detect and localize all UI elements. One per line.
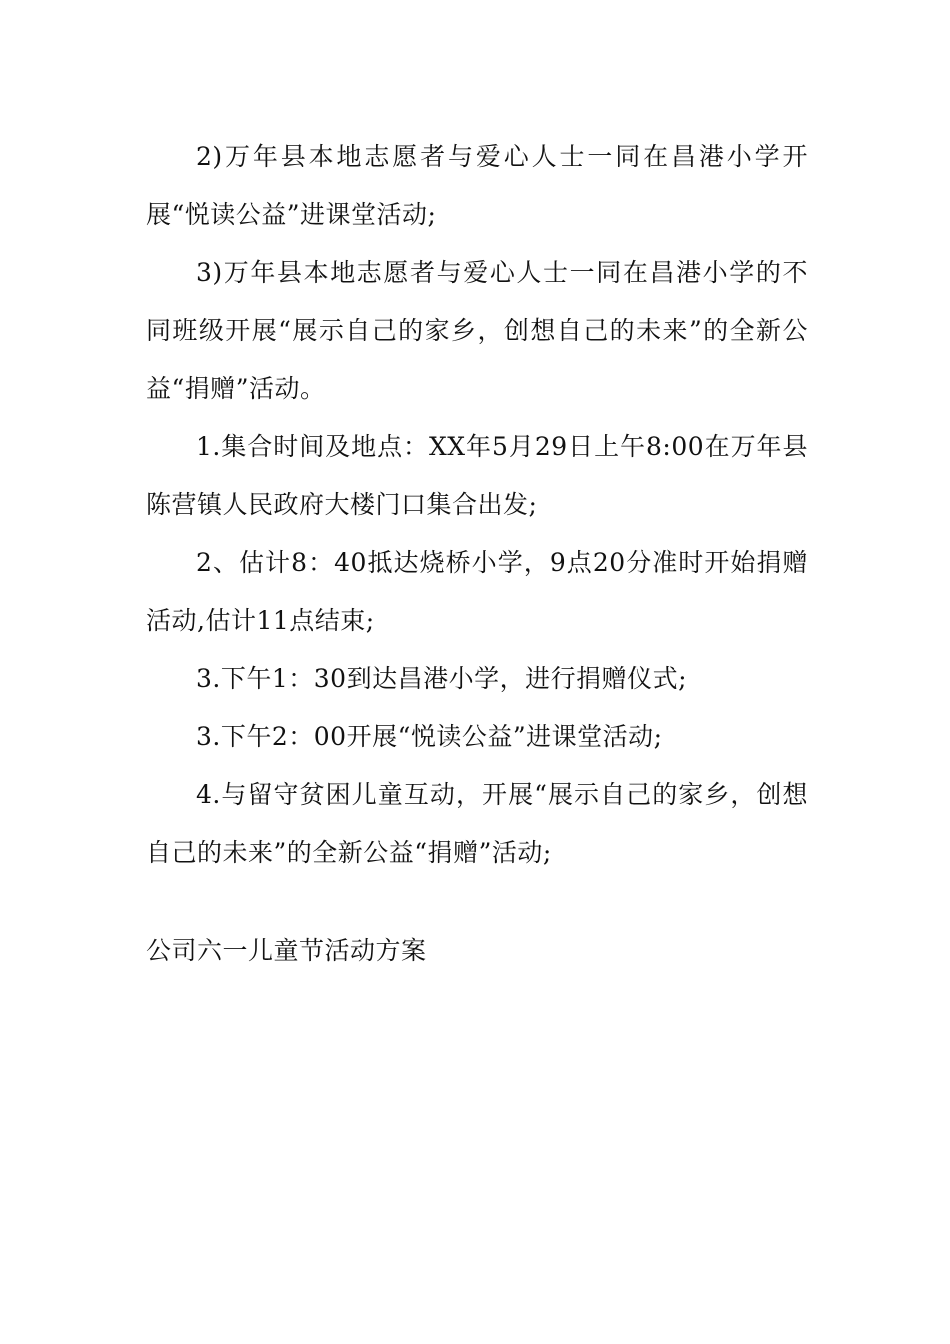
next-section-title: 公司六一儿童节活动方案 xyxy=(146,936,427,965)
paragraph-interaction: 4.与留守贫困儿童互动，开展“展示自己的家乡，创想自己的未来”的全新公益“捐赠”活动; xyxy=(146,780,808,867)
document-body xyxy=(146,128,808,882)
paragraph-activity-2: 2)万年县本地志愿者与爱心人士一同在昌港小学开展“悦读公益”进课堂活动; xyxy=(146,142,808,229)
paragraph-afternoon-ceremony: 3.下午1：30到达昌港小学，进行捐赠仪式; xyxy=(196,664,687,693)
paragraph-arrival-schedule: 2、估计8：40抵达烧桥小学，9点20分准时开始捐赠活动,估计11点结束; xyxy=(146,548,808,635)
paragraph-activity-3: 3)万年县本地志愿者与爱心人士一同在昌港小学的不同班级开展“展示自己的家乡，创想自己的未来”的全新公益“捐赠”活动。 xyxy=(146,258,808,403)
paragraph-assembly-time: 1.集合时间及地点：XX年5月29日上午8:00在万年县陈营镇人民政府大楼门口集合出发; xyxy=(146,432,808,519)
paragraph-afternoon-reading: 3.下午2：00开展“悦读公益”进课堂活动; xyxy=(196,722,663,751)
